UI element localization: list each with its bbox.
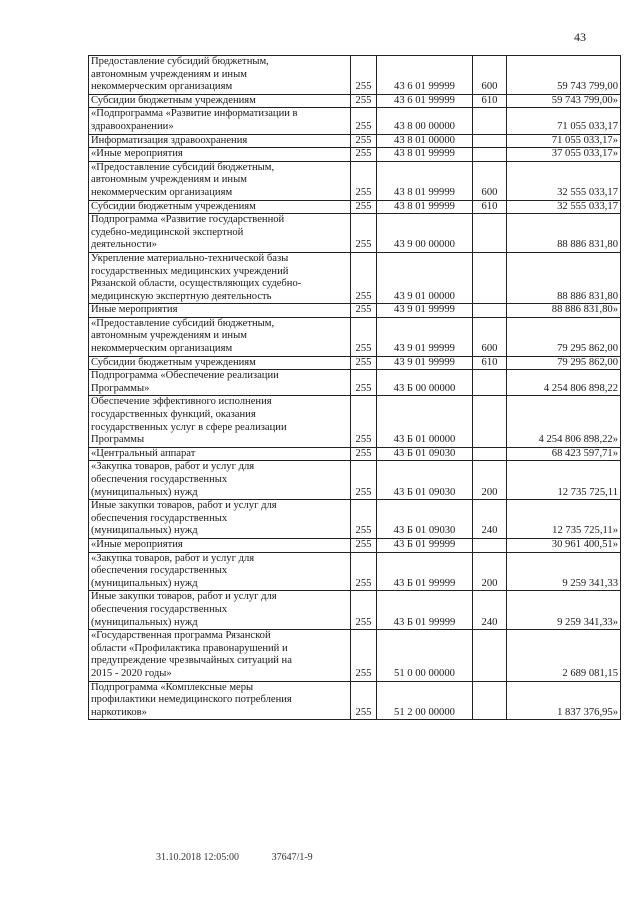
row-expense-type-cell <box>473 108 507 134</box>
row-target-article-cell: 43 6 01 99999 <box>377 94 473 108</box>
row-amount-cell: 9 259 341,33 <box>507 552 621 591</box>
row-amount-cell: 68 423 597,71» <box>507 447 621 461</box>
row-expense-type-cell: 600 <box>473 161 507 200</box>
table-row <box>89 591 621 630</box>
row-target-article-cell: 43 Б 01 00000 <box>377 396 473 447</box>
row-name-cell: Иные закупки товаров, работ и услуг для обеспечения государственных (муниципальных) нужд <box>89 591 351 630</box>
row-target-article-cell: 51 0 00 00000 <box>377 630 473 681</box>
row-expense-type-cell <box>473 252 507 303</box>
row-department-code-cell: 255 <box>351 552 377 591</box>
row-target-article-cell: 43 9 00 00000 <box>377 214 473 253</box>
row-target-article-cell: 43 Б 01 99999 <box>377 591 473 630</box>
row-target-article-cell: 43 9 01 00000 <box>377 252 473 303</box>
row-name-cell: Субсидии бюджетным учреждениям <box>89 94 351 108</box>
row-target-article-cell: 43 8 01 99999 <box>377 161 473 200</box>
row-name-cell: Подпрограмма «Развитие государственной судебно-медицинской экспертной деятельности» <box>89 214 351 253</box>
row-expense-type-cell <box>473 630 507 681</box>
row-department-code-cell: 255 <box>351 461 377 500</box>
row-name-cell: «Закупка товаров, работ и услуг для обеспечения государственных (муниципальных) нужд <box>89 461 351 500</box>
row-expense-type-cell: 600 <box>473 317 507 356</box>
row-department-code-cell: 255 <box>351 681 377 720</box>
row-target-article-cell: 43 8 01 99999 <box>377 200 473 214</box>
row-amount-cell: 71 055 033,17» <box>507 134 621 148</box>
table-row <box>89 500 621 539</box>
row-expense-type-cell <box>473 447 507 461</box>
footer-datetime: 31.10.2018 12:05:00 <box>156 852 240 863</box>
row-department-code-cell: 255 <box>351 214 377 253</box>
table-row <box>89 200 621 214</box>
row-expense-type-cell <box>473 538 507 552</box>
row-expense-type-cell: 610 <box>473 200 507 214</box>
table-row <box>89 134 621 148</box>
document-footer <box>156 852 313 863</box>
row-amount-cell: 88 886 831,80» <box>507 304 621 318</box>
row-amount-cell: 88 886 831,80 <box>507 252 621 303</box>
table-row <box>89 552 621 591</box>
row-amount-cell: 4 254 806 898,22 <box>507 370 621 396</box>
row-target-article-cell: 43 9 01 99999 <box>377 304 473 318</box>
row-amount-cell: 12 735 725,11 <box>507 461 621 500</box>
row-department-code-cell: 255 <box>351 252 377 303</box>
table-row <box>89 356 621 370</box>
row-department-code-cell: 255 <box>351 161 377 200</box>
table-row <box>89 317 621 356</box>
row-name-cell: Информатизация здравоохранения <box>89 134 351 148</box>
row-name-cell: Иные закупки товаров, работ и услуг для обеспечения государственных (муниципальных) нужд <box>89 500 351 539</box>
row-expense-type-cell <box>473 214 507 253</box>
table-row <box>89 161 621 200</box>
table-row <box>89 304 621 318</box>
row-name-cell: «Закупка товаров, работ и услуг для обеспечения государственных (муниципальных) нужд <box>89 552 351 591</box>
row-expense-type-cell: 610 <box>473 94 507 108</box>
row-name-cell: «Предоставление субсидий бюджетным, автономным учреждениям и иным некоммерческим организациям <box>89 317 351 356</box>
footer-document-code: 37647/1-9 <box>271 852 313 863</box>
row-target-article-cell: 43 8 00 00000 <box>377 108 473 134</box>
table-row <box>89 108 621 134</box>
row-department-code-cell: 255 <box>351 396 377 447</box>
table-row <box>89 681 621 720</box>
budget-table <box>88 55 621 720</box>
row-expense-type-cell <box>473 396 507 447</box>
table-row <box>89 148 621 162</box>
row-name-cell: «Центральный аппарат <box>89 447 351 461</box>
row-expense-type-cell: 610 <box>473 356 507 370</box>
budget-table-body <box>89 56 621 720</box>
row-name-cell: Обеспечение эффективного исполнения государственных функций, оказания государственных услуг в сфере реализации Программы <box>89 396 351 447</box>
table-row <box>89 94 621 108</box>
row-department-code-cell: 255 <box>351 500 377 539</box>
row-amount-cell: 59 743 799,00» <box>507 94 621 108</box>
page-number: 43 <box>574 30 586 44</box>
row-name-cell: «Иные мероприятия <box>89 148 351 162</box>
row-target-article-cell: 43 Б 01 99999 <box>377 552 473 591</box>
table-row <box>89 447 621 461</box>
table-row <box>89 370 621 396</box>
row-target-article-cell: 43 8 01 99999 <box>377 148 473 162</box>
row-amount-cell: 12 735 725,11» <box>507 500 621 539</box>
table-row <box>89 538 621 552</box>
row-target-article-cell: 43 Б 01 99999 <box>377 538 473 552</box>
row-target-article-cell: 51 2 00 00000 <box>377 681 473 720</box>
row-expense-type-cell: 240 <box>473 591 507 630</box>
row-name-cell: Подпрограмма «Комплексные меры профилактики немедицинского потребления наркотиков» <box>89 681 351 720</box>
table-row <box>89 630 621 681</box>
row-target-article-cell: 43 6 01 99999 <box>377 56 473 95</box>
row-target-article-cell: 43 Б 01 09030 <box>377 447 473 461</box>
row-department-code-cell: 255 <box>351 630 377 681</box>
row-name-cell: Субсидии бюджетным учреждениям <box>89 200 351 214</box>
row-name-cell: «Иные мероприятия <box>89 538 351 552</box>
row-expense-type-cell <box>473 681 507 720</box>
row-name-cell: Подпрограмма «Обеспечение реализации Программы» <box>89 370 351 396</box>
table-row <box>89 214 621 253</box>
row-amount-cell: 79 295 862,00 <box>507 356 621 370</box>
row-expense-type-cell <box>473 148 507 162</box>
row-name-cell: «Государственная программа Рязанской области «Профилактика правонарушений и предупреждение чрезвычайных ситуаций на 2015 - 2020 годы» <box>89 630 351 681</box>
row-name-cell: Предоставление субсидий бюджетным, автономным учреждениям и иным некоммерческим организациям <box>89 56 351 95</box>
row-department-code-cell: 255 <box>351 200 377 214</box>
row-name-cell: «Подпрограмма «Развитие информатизации в здравоохранении» <box>89 108 351 134</box>
row-expense-type-cell <box>473 370 507 396</box>
row-expense-type-cell <box>473 134 507 148</box>
row-department-code-cell: 255 <box>351 148 377 162</box>
row-amount-cell: 88 886 831,80 <box>507 214 621 253</box>
row-expense-type-cell: 200 <box>473 461 507 500</box>
row-expense-type-cell: 240 <box>473 500 507 539</box>
row-department-code-cell: 255 <box>351 94 377 108</box>
table-row <box>89 252 621 303</box>
row-expense-type-cell: 600 <box>473 56 507 95</box>
row-department-code-cell: 255 <box>351 134 377 148</box>
row-name-cell: «Предоставление субсидий бюджетным, автономным учреждениям и иным некоммерческим организациям <box>89 161 351 200</box>
row-expense-type-cell: 200 <box>473 552 507 591</box>
row-department-code-cell: 255 <box>351 447 377 461</box>
row-amount-cell: 2 689 081,15 <box>507 630 621 681</box>
row-amount-cell: 37 055 033,17» <box>507 148 621 162</box>
row-amount-cell: 79 295 862,00 <box>507 317 621 356</box>
row-department-code-cell: 255 <box>351 538 377 552</box>
row-name-cell: Иные мероприятия <box>89 304 351 318</box>
row-department-code-cell: 255 <box>351 591 377 630</box>
row-department-code-cell: 255 <box>351 108 377 134</box>
row-amount-cell: 71 055 033,17 <box>507 108 621 134</box>
row-amount-cell: 59 743 799,00 <box>507 56 621 95</box>
row-target-article-cell: 43 9 01 99999 <box>377 317 473 356</box>
row-department-code-cell: 255 <box>351 304 377 318</box>
row-department-code-cell: 255 <box>351 56 377 95</box>
table-row <box>89 396 621 447</box>
row-department-code-cell: 255 <box>351 317 377 356</box>
row-amount-cell: 1 837 376,95» <box>507 681 621 720</box>
row-target-article-cell: 43 Б 01 09030 <box>377 500 473 539</box>
row-target-article-cell: 43 Б 01 09030 <box>377 461 473 500</box>
row-name-cell: Укрепление материально-технической базы государственных медицинских учреждений Рязанской области, осуществляющих судебно- медицинскую экспертную деятельность <box>89 252 351 303</box>
row-department-code-cell: 255 <box>351 370 377 396</box>
row-name-cell: Субсидии бюджетным учреждениям <box>89 356 351 370</box>
row-amount-cell: 9 259 341,33» <box>507 591 621 630</box>
row-amount-cell: 32 555 033,17 <box>507 200 621 214</box>
row-expense-type-cell <box>473 304 507 318</box>
row-amount-cell: 30 961 400,51» <box>507 538 621 552</box>
table-row <box>89 56 621 95</box>
row-target-article-cell: 43 8 01 00000 <box>377 134 473 148</box>
row-amount-cell: 32 555 033,17 <box>507 161 621 200</box>
table-row <box>89 461 621 500</box>
row-department-code-cell: 255 <box>351 356 377 370</box>
row-target-article-cell: 43 9 01 99999 <box>377 356 473 370</box>
row-target-article-cell: 43 Б 00 00000 <box>377 370 473 396</box>
row-amount-cell: 4 254 806 898,22» <box>507 396 621 447</box>
